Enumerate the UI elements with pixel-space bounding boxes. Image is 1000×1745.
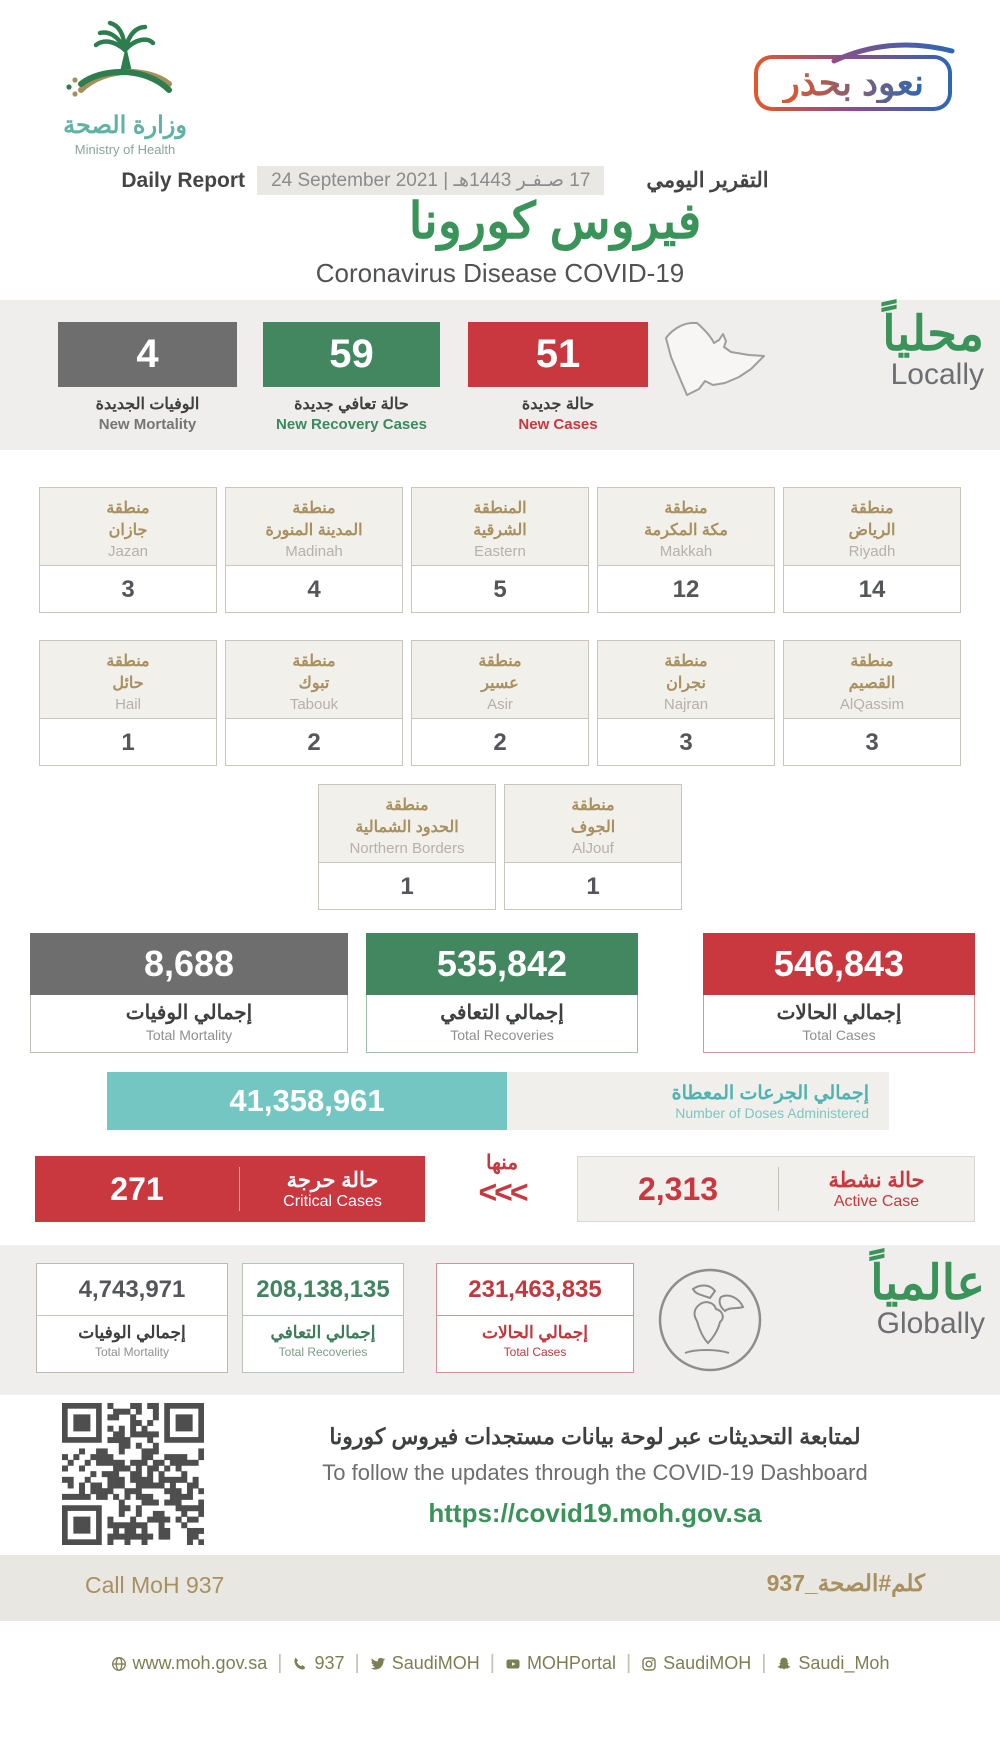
region-name-en: AlJouf bbox=[572, 840, 614, 858]
region-name-ar: نجران bbox=[666, 674, 706, 692]
region-card-eastern bbox=[411, 487, 589, 613]
global-recoveries-label-en: Total Recoveries bbox=[278, 1345, 368, 1359]
region-value: 3 bbox=[784, 718, 960, 765]
qr-code bbox=[62, 1403, 204, 1545]
website-label: www.moh.gov.sa bbox=[132, 1653, 268, 1673]
active-cases-label-en: Active Case bbox=[833, 1192, 920, 1210]
total-mortality-value: 8,688 bbox=[30, 933, 348, 995]
return-with-caution-badge bbox=[754, 55, 952, 111]
active-cases-box bbox=[577, 1156, 975, 1222]
region-prefix: المنطقة bbox=[473, 500, 527, 517]
call-moh-label-en: Call MoH 937 bbox=[85, 1572, 225, 1598]
global-cases-card bbox=[436, 1263, 634, 1373]
region-value: 14 bbox=[784, 565, 960, 612]
separator: | bbox=[761, 1652, 767, 1674]
instagram-icon bbox=[641, 1656, 657, 1672]
region-prefix: منطقة bbox=[292, 653, 336, 670]
total-cases-label-en: Total Cases bbox=[802, 1027, 876, 1043]
instagram-label: SaudiMOH bbox=[663, 1653, 752, 1673]
total-mortality-card bbox=[30, 933, 348, 1053]
dashboard-info bbox=[230, 1424, 960, 1529]
region-card-najran bbox=[597, 640, 775, 766]
total-recoveries-card bbox=[366, 933, 638, 1053]
global-mortality-label-en: Total Mortality bbox=[94, 1345, 170, 1359]
region-name-en: Makkah bbox=[659, 543, 713, 561]
saudi-map-icon bbox=[652, 312, 778, 400]
youtube-icon bbox=[505, 1656, 521, 1672]
new-mortality-value: 4 bbox=[58, 322, 237, 387]
region-card-alqassim bbox=[783, 640, 961, 766]
region-prefix: منطقة bbox=[385, 797, 429, 814]
critical-cases-label-ar: حالة حرجة bbox=[286, 1168, 379, 1192]
global-mortality-card bbox=[36, 1263, 228, 1373]
global-recoveries-card bbox=[242, 1263, 404, 1373]
region-card-jazan bbox=[39, 487, 217, 613]
global-cases-label-en: Total Cases bbox=[503, 1345, 567, 1359]
globe-icon bbox=[111, 1656, 127, 1672]
separator: | bbox=[354, 1652, 360, 1674]
call-moh-label-ar: كلم#الصحة_937 bbox=[766, 1570, 925, 1596]
region-name-ar: الجوف bbox=[570, 818, 616, 836]
region-name-en: Jazan bbox=[107, 543, 149, 561]
badge-text: نعود بحذر bbox=[782, 62, 924, 103]
global-cases-value: 231,463,835 bbox=[437, 1264, 633, 1316]
region-name-en: Hail bbox=[115, 696, 141, 714]
region-prefix: منطقة bbox=[106, 500, 150, 517]
page-title-english: Coronavirus Disease COVID-19 bbox=[315, 258, 685, 288]
region-prefix: منطقة bbox=[106, 653, 150, 670]
social-footer bbox=[0, 1652, 1000, 1675]
twitter-icon bbox=[370, 1656, 386, 1672]
region-row-2 bbox=[0, 640, 1000, 766]
daily-report-label-en: Daily Report bbox=[121, 168, 246, 192]
region-value: 5 bbox=[412, 565, 588, 612]
new-recovery-label-ar: حالة تعافي جديدة bbox=[294, 396, 409, 413]
region-prefix: منطقة bbox=[571, 797, 615, 814]
region-value: 1 bbox=[40, 718, 216, 765]
region-prefix: منطقة bbox=[664, 500, 708, 517]
region-name-ar: الحدود الشمالية bbox=[355, 818, 459, 836]
website-link[interactable] bbox=[111, 1653, 268, 1674]
region-name-en: Asir bbox=[487, 696, 513, 714]
locally-section bbox=[0, 300, 1000, 450]
phone-link[interactable] bbox=[292, 1653, 344, 1674]
region-name-en: Tabouk bbox=[289, 696, 339, 714]
globally-section bbox=[0, 1245, 1000, 1395]
critical-cases-value: 271 bbox=[110, 1170, 164, 1207]
separator: | bbox=[277, 1652, 283, 1674]
region-name-en: Najran bbox=[663, 696, 709, 714]
new-cases-stat bbox=[468, 322, 648, 433]
new-recovery-value: 59 bbox=[263, 322, 440, 387]
globe-icon bbox=[655, 1265, 765, 1375]
daily-report-label-ar: التقرير اليومي bbox=[646, 169, 769, 192]
moh-logo-icon bbox=[55, 10, 195, 106]
doses-value: 41,358,961 bbox=[107, 1072, 507, 1130]
region-prefix: منطقة bbox=[664, 653, 708, 670]
region-value: 1 bbox=[505, 862, 681, 909]
region-name-ar: القصيم bbox=[848, 674, 896, 692]
total-recoveries-label-en: Total Recoveries bbox=[450, 1027, 554, 1043]
region-name-en: Eastern bbox=[474, 543, 526, 561]
new-mortality-stat bbox=[58, 322, 237, 433]
global-recoveries-label-ar: إجمالي التعافي bbox=[270, 1323, 376, 1342]
total-mortality-label-ar: إجمالي الوفيات bbox=[125, 1002, 253, 1024]
region-value: 4 bbox=[226, 565, 402, 612]
separator: | bbox=[625, 1652, 632, 1674]
region-card-riyadh bbox=[783, 487, 961, 613]
new-mortality-label-en: New Mortality bbox=[98, 416, 197, 433]
separator: | bbox=[489, 1652, 495, 1674]
phone-icon bbox=[292, 1656, 308, 1672]
global-recoveries-value: 208,138,135 bbox=[243, 1264, 403, 1316]
region-name-en: Madinah bbox=[285, 543, 343, 561]
total-recoveries-value: 535,842 bbox=[366, 933, 638, 995]
doses-administered-bar bbox=[107, 1072, 889, 1130]
region-name-ar: تبوك bbox=[298, 674, 330, 692]
new-cases-value: 51 bbox=[468, 322, 648, 387]
global-mortality-value: 4,743,971 bbox=[37, 1264, 227, 1316]
region-value: 2 bbox=[412, 718, 588, 765]
snapchat-label: Saudi_Moh bbox=[798, 1653, 890, 1673]
badge-swoosh-icon bbox=[828, 39, 958, 65]
youtube-label: MOHPortal bbox=[526, 1653, 616, 1673]
global-cases-label-ar: إجمالي الحالات bbox=[481, 1323, 589, 1342]
region-card-asir bbox=[411, 640, 589, 766]
region-card-aljouf bbox=[504, 784, 682, 910]
call-moh-band bbox=[0, 1555, 1000, 1621]
region-value: 12 bbox=[598, 565, 774, 612]
dashboard-url-link[interactable]: https://covid19.moh.gov.sa bbox=[428, 1498, 762, 1528]
region-name-ar: المدينة المنورة bbox=[265, 521, 363, 539]
phone-label: 937 bbox=[314, 1653, 345, 1673]
of-which-indicator bbox=[462, 1150, 542, 1210]
region-name-ar: جازان bbox=[108, 521, 148, 539]
region-name-en: Northern Borders bbox=[349, 840, 465, 858]
locally-title-ar: محلياً bbox=[882, 308, 984, 361]
region-card-madinah bbox=[225, 487, 403, 613]
region-card-makkah bbox=[597, 487, 775, 613]
active-cases-label-ar: حالة نشطة bbox=[828, 1168, 925, 1192]
globally-title-ar: عالمياً bbox=[870, 1257, 985, 1310]
globally-title-en: Globally bbox=[876, 1307, 985, 1340]
total-cases-label-ar: إجمالي الحالات bbox=[776, 1002, 902, 1024]
active-cases-value: 2,313 bbox=[637, 1170, 719, 1207]
new-cases-label-en: New Cases bbox=[518, 416, 598, 433]
region-name-ar: حائل bbox=[112, 674, 144, 692]
region-name-ar: الرياض bbox=[848, 521, 896, 539]
total-cases-value: 546,843 bbox=[703, 933, 975, 995]
snapchat-icon bbox=[776, 1656, 792, 1672]
twitter-link[interactable] bbox=[370, 1653, 480, 1674]
total-mortality-label-en: Total Mortality bbox=[145, 1027, 233, 1043]
region-name-ar: عسير bbox=[481, 674, 519, 692]
region-value: 1 bbox=[319, 862, 495, 909]
instagram-link[interactable] bbox=[641, 1653, 751, 1674]
total-recoveries-label-ar: إجمالي التعافي bbox=[440, 1002, 564, 1024]
critical-cases-box bbox=[35, 1156, 425, 1222]
locally-title-block bbox=[882, 306, 984, 392]
chevrons-left-icon: <<< bbox=[478, 1174, 526, 1210]
report-date: 17 صـفـر 1443هـ | 24 September 2021 bbox=[257, 166, 604, 195]
region-card-tabouk bbox=[225, 640, 403, 766]
region-name-ar: مكة المكرمة bbox=[644, 521, 728, 539]
snapchat-link[interactable] bbox=[776, 1653, 889, 1674]
region-prefix: منطقة bbox=[850, 653, 894, 670]
region-name-ar: الشرقية bbox=[473, 521, 527, 539]
new-recovery-stat bbox=[263, 322, 440, 433]
youtube-link[interactable] bbox=[505, 1653, 616, 1674]
region-prefix: منطقة bbox=[292, 500, 336, 517]
region-row-3 bbox=[0, 784, 1000, 910]
region-row-1 bbox=[0, 487, 1000, 613]
page-title-arabic: فيروس كورونا bbox=[408, 193, 702, 249]
report-date-row bbox=[0, 166, 945, 195]
critical-cases-label-en: Critical Cases bbox=[283, 1192, 382, 1210]
region-name-en: AlQassim bbox=[839, 696, 905, 714]
logo-title-english: Ministry of Health bbox=[74, 142, 176, 157]
region-card-northern-borders bbox=[318, 784, 496, 910]
locally-title-en: Locally bbox=[890, 358, 984, 391]
region-card-hail bbox=[39, 640, 217, 766]
globally-title-block bbox=[870, 1255, 985, 1341]
doses-label-en: Number of Doses Administered bbox=[675, 1104, 869, 1121]
region-value: 3 bbox=[40, 565, 216, 612]
new-mortality-label-ar: الوفيات الجديدة bbox=[95, 396, 200, 413]
region-value: 3 bbox=[598, 718, 774, 765]
of-which-label: منها bbox=[485, 1152, 519, 1174]
new-cases-label-ar: حالة جديدة bbox=[521, 396, 595, 413]
new-recovery-label-en: New Recovery Cases bbox=[276, 416, 427, 433]
region-value: 2 bbox=[226, 718, 402, 765]
dashboard-line-en: To follow the updates through the COVID-19 Dashboard bbox=[322, 1460, 868, 1485]
region-prefix: منطقة bbox=[478, 653, 522, 670]
total-cases-card bbox=[703, 933, 975, 1053]
region-prefix: منطقة bbox=[850, 500, 894, 517]
region-name-en: Riyadh bbox=[848, 543, 896, 561]
logo-title-arabic: وزارة الصحة bbox=[63, 112, 187, 139]
dashboard-line-ar: لمتابعة التحديثات عبر لوحة بيانات مستجدات فيروس كورونا bbox=[329, 1424, 861, 1449]
global-mortality-label-ar: إجمالي الوفيات bbox=[78, 1323, 186, 1342]
doses-label-ar: إجمالي الجرعات المعطاة bbox=[671, 1082, 869, 1104]
twitter-label: SaudiMOH bbox=[391, 1653, 480, 1673]
moh-logo bbox=[50, 10, 200, 157]
